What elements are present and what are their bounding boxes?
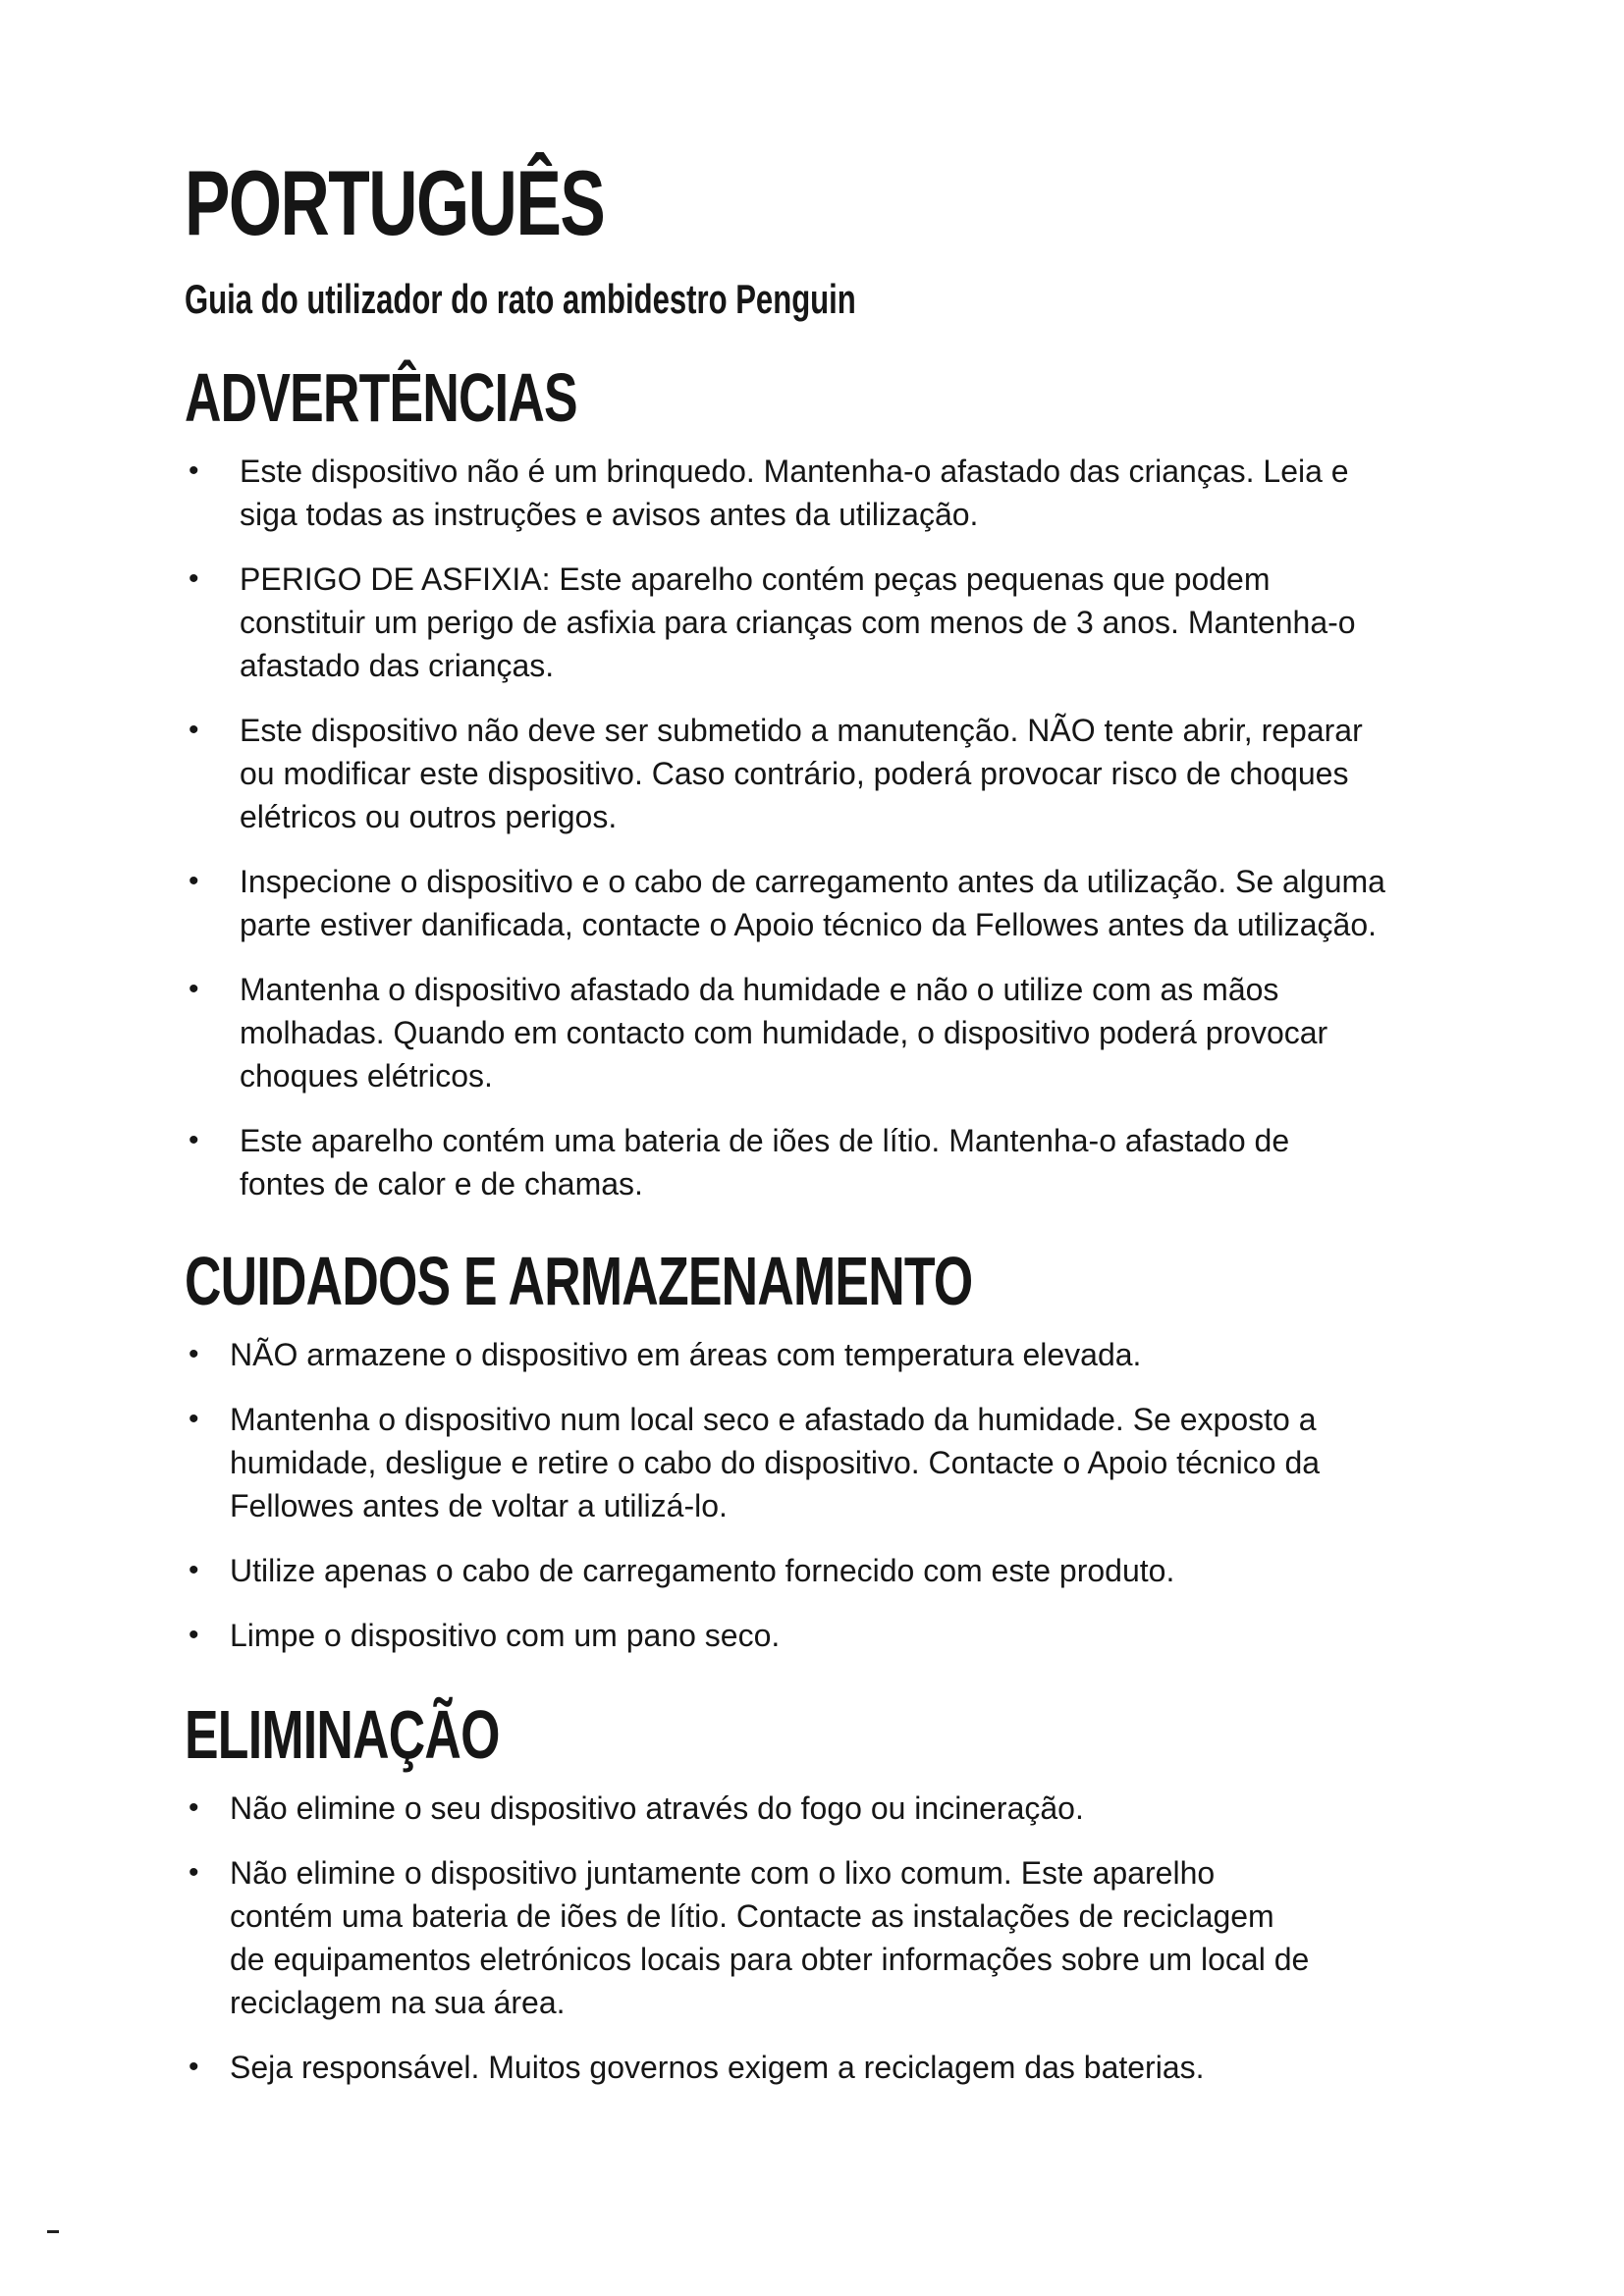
list-item: [185, 968, 1461, 1097]
bullet-icon: •: [189, 1124, 199, 1156]
bullet-icon: •: [189, 1856, 199, 1889]
language-title: PORTUGUÊS: [185, 151, 605, 254]
bullet-icon: •: [189, 1791, 199, 1824]
section-warnings: [185, 359, 1461, 1205]
list-item: [185, 860, 1461, 946]
list-item-text: Inspecione o dispositivo e o cabo de carregamento antes da utilização. Se alguma parte estiver danificada, contacte o Apoio técnico da Fellowes antes da utilização.: [240, 864, 1385, 942]
bullet-icon: •: [189, 865, 199, 897]
list-item: [185, 1787, 1461, 1830]
list-item-text: Utilize apenas o cabo de carregamento fornecido com este produto.: [230, 1553, 1175, 1588]
list-item-text: Não elimine o seu dispositivo através do fogo ou incineração.: [230, 1790, 1084, 1826]
bullet-icon: •: [189, 1619, 199, 1651]
bullet-icon: •: [189, 714, 199, 746]
warnings-list: [185, 450, 1461, 1205]
list-item: [185, 1333, 1461, 1376]
bullet-icon: •: [189, 2051, 199, 2083]
section-title-disposal: ELIMINAÇÃO: [185, 1696, 500, 1773]
disposal-list: [185, 1787, 1461, 2089]
bullet-icon: •: [189, 1338, 199, 1370]
list-item: [185, 2046, 1461, 2089]
list-item: [185, 1398, 1461, 1527]
bullet-icon: •: [189, 454, 199, 487]
list-item-text: Este aparelho contém uma bateria de iões de lítio. Mantenha-o afastado de fontes de calor e de chamas.: [240, 1123, 1290, 1201]
list-item-text: Mantenha o dispositivo num local seco e afastado da humidade. Se exposto a humidade, desligue e retire o cabo do dispositivo. Contacte o Apoio técnico da Fellowes antes de voltar a utilizá-lo.: [230, 1402, 1321, 1523]
care-storage-list: [185, 1333, 1461, 1657]
section-care-storage: [185, 1243, 1461, 1657]
list-item-text: Este dispositivo não deve ser submetido a manutenção. NÃO tente abrir, reparar ou modificar este dispositivo. Caso contrário, poderá provocar risco de choques elétricos ou outros perigos.: [240, 713, 1363, 834]
list-item: [185, 450, 1461, 536]
list-item: [185, 1614, 1461, 1657]
page-edge-mark: [47, 2230, 59, 2233]
list-item: [185, 1119, 1461, 1205]
list-item-text: Limpe o dispositivo com um pano seco.: [230, 1618, 781, 1653]
list-item-text: NÃO armazene o dispositivo em áreas com temperatura elevada.: [230, 1337, 1142, 1372]
list-item-text: Não elimine o dispositivo juntamente com o lixo comum. Este aparelho contém uma bateria de iões de lítio. Contacte as instalações de reciclagem de equipamentos eletrónicos locais para obter informações sobre um local de reciclagem na sua área.: [230, 1855, 1310, 2020]
list-item-text: Seja responsável. Muitos governos exigem a reciclagem das baterias.: [230, 2050, 1205, 2085]
list-item: [185, 558, 1461, 687]
document-subtitle: Guia do utilizador do rato ambidestro Penguin: [185, 276, 856, 322]
bullet-icon: •: [189, 973, 199, 1005]
list-item-text: Mantenha o dispositivo afastado da humidade e não o utilize com as mãos molhadas. Quando em contacto com humidade, o dispositivo poderá provocar choques elétricos.: [240, 972, 1328, 1094]
bullet-icon: •: [189, 562, 199, 595]
list-item-text: Este dispositivo não é um brinquedo. Mantenha-o afastado das crianças. Leia e siga todas as instruções e avisos antes da utilização.: [240, 454, 1349, 532]
section-title-warnings: ADVERTÊNCIAS: [185, 359, 577, 436]
bullet-icon: •: [189, 1554, 199, 1586]
list-item: [185, 1549, 1461, 1592]
section-title-care-storage: CUIDADOS E ARMAZENAMENTO: [185, 1243, 973, 1319]
list-item: [185, 1851, 1461, 2024]
list-item: [185, 709, 1461, 838]
document-page: [185, 151, 1461, 2110]
bullet-icon: •: [189, 1403, 199, 1435]
section-disposal: [185, 1696, 1461, 2089]
list-item-text: PERIGO DE ASFIXIA: Este aparelho contém peças pequenas que podem constituir um perigo de asfixia para crianças com menos de 3 anos. Mantenha-o afastado das crianças.: [240, 561, 1356, 683]
